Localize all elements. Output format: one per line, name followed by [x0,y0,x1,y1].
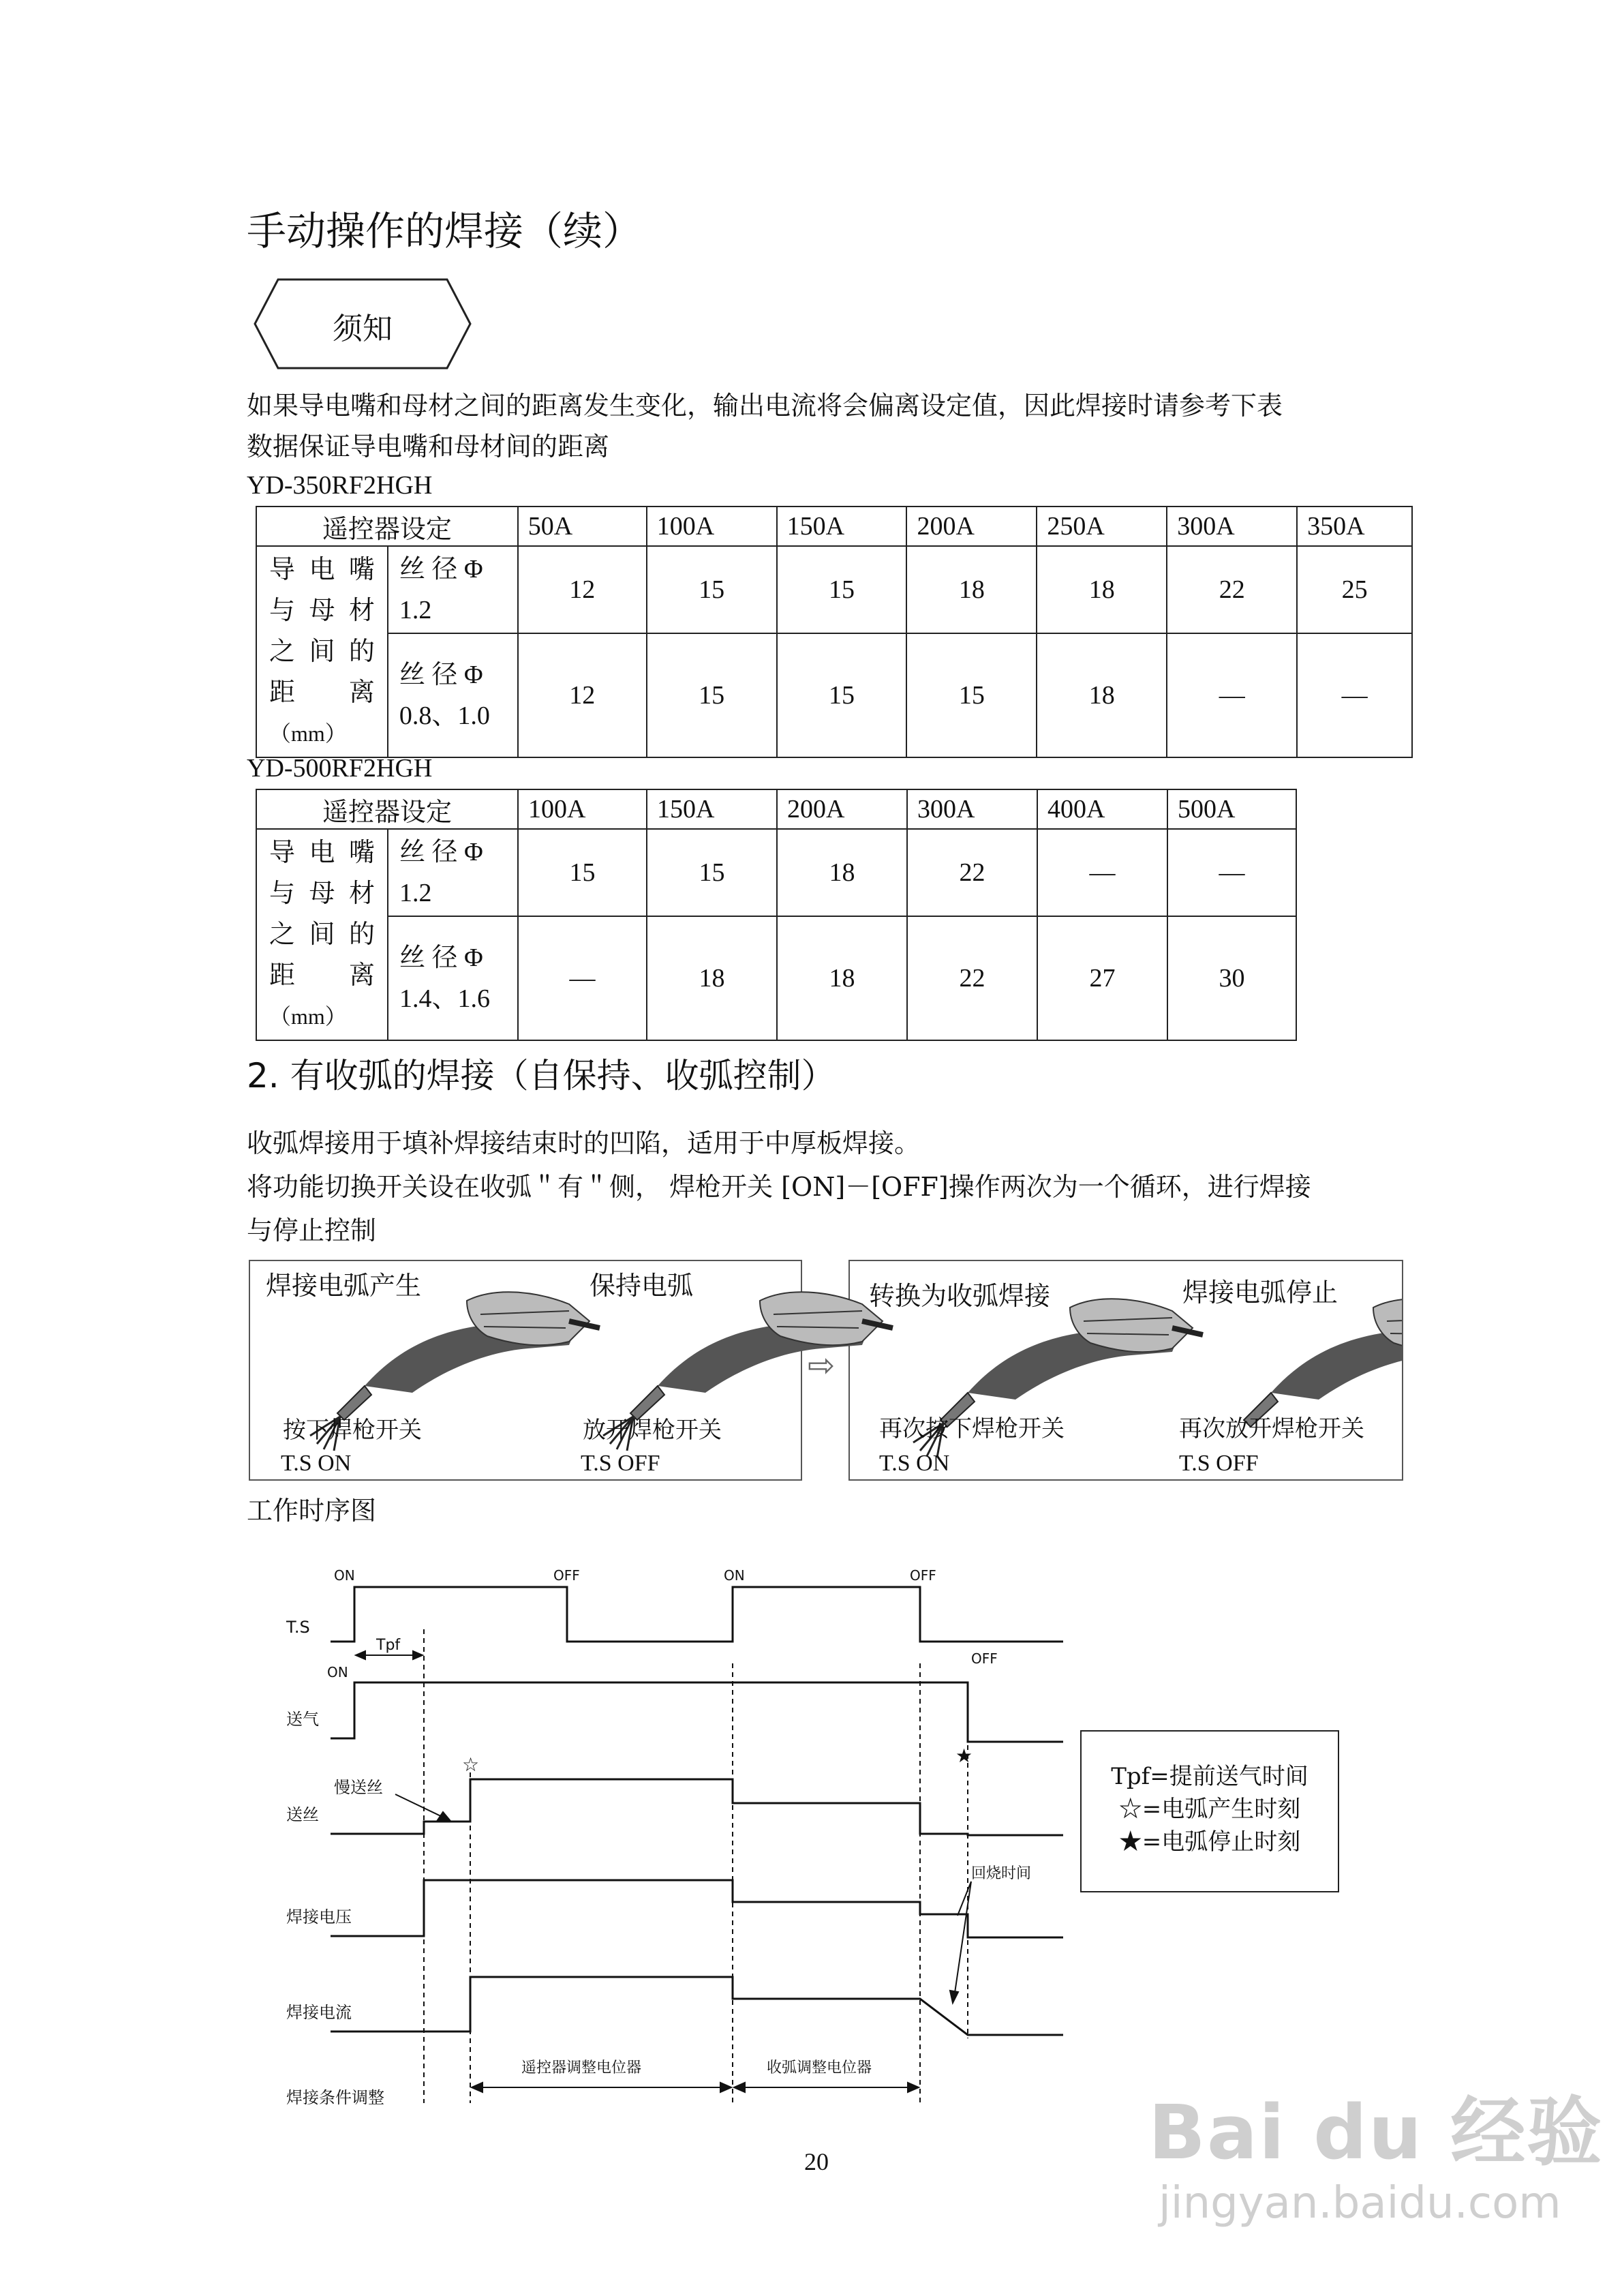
arc-stop-star-icon: ★ [955,1744,973,1767]
value-cell: 15 [777,633,907,757]
wire-text: 丝 径 Φ [399,660,483,689]
off-label: OFF [971,1650,998,1667]
current-cell: 350A [1297,507,1412,546]
intro-line: 数据保证导电嘴和母材间的距离 [247,432,610,462]
row-label-line: 与母材 [269,596,375,625]
page-title: 手动操作的焊接（续） [247,208,643,254]
value-cell: — [1167,829,1296,916]
section-title: 2. 有收弧的焊接（自保持、收弧控制） [247,1056,836,1096]
step-action: 再次放开焊枪开关 [1179,1417,1364,1442]
value-cell: 30 [1167,916,1296,1040]
row-label-line: （mm） [269,721,347,746]
slow-feed-label: 慢送丝 [334,1778,383,1797]
current-cell: 300A [1167,507,1297,546]
legend-item: ★=电弧停止时刻 [1118,1828,1301,1856]
on-label: ON [334,1567,355,1584]
value-cell: — [518,916,647,1040]
current-cell: 200A [906,507,1037,546]
value-cell: — [1297,633,1412,757]
row-label-line: 导电嘴 [269,556,375,584]
value-cell: — [1167,633,1297,757]
timing-title: 工作时序图 [247,1496,377,1526]
step-code: T.S ON [879,1451,950,1476]
signal-label: 焊接电流 [286,2003,352,2022]
wire-text: 丝 径 Φ [399,837,483,866]
current-cell: 150A [647,789,777,829]
current-line [331,1977,1063,2035]
arrow-right-icon: ⇨ [808,1346,836,1385]
row-label-line: 与母材 [269,879,375,908]
wire-text: 1.4、1.6 [399,984,491,1013]
ts-signal-line [331,1587,1063,1642]
step-code: T.S OFF [1179,1451,1259,1476]
current-cell: 300A [907,789,1037,829]
value-cell: 12 [518,633,647,757]
wire-text: 1.2 [399,595,432,624]
burnback-label: 回烧时间 [971,1865,1032,1882]
on-label: ON [724,1567,745,1584]
step-title: 保持电弧 [590,1271,694,1301]
off-label: OFF [910,1567,936,1584]
current-cell: 200A [777,789,907,829]
tpf-label: Tpf [376,1637,401,1654]
value-cell: 18 [1037,633,1167,757]
signal-label: 送气 [286,1710,319,1729]
row-label-line: 导电嘴 [269,839,375,867]
value-cell: 18 [906,546,1037,633]
value-cell: 22 [907,829,1037,916]
value-cell: 27 [1037,916,1167,1040]
value-cell: 18 [777,829,907,916]
signal-label: T.S [286,1618,310,1637]
wire-feed-line [331,1779,1063,1835]
wire-text: 丝 径 Φ [399,554,483,584]
range-label: 遥控器调整电位器 [521,2059,642,2076]
row-label-line: （mm） [269,1004,347,1029]
current-cell: 250A [1037,507,1167,546]
on-label: ON [327,1664,348,1680]
header-cell: 遥控器设定 [256,789,518,829]
value-cell: 15 [777,546,907,633]
step-code: T.S ON [281,1451,352,1476]
value-cell: 15 [906,633,1037,757]
watermark-url: jingyan.baidu.com [1159,2178,1561,2229]
current-cell: 100A [647,507,777,546]
value-cell: 15 [647,829,777,916]
header-cell: 遥控器设定 [256,507,518,546]
value-cell: 15 [518,829,647,916]
current-cell: 400A [1037,789,1167,829]
value-cell: 22 [907,916,1037,1040]
voltage-line [331,1880,1063,1937]
section-line: 与停止控制 [247,1215,377,1245]
value-cell: 15 [647,633,777,757]
value-cell: 25 [1297,546,1412,633]
model-label: YD-350RF2HGH [247,471,433,500]
row-label-line: 距 离 [269,678,375,707]
step-action: 再次按下焊枪开关 [879,1417,1065,1442]
gas-signal-line [331,1682,1063,1742]
legend-item: ☆=电弧产生时刻 [1118,1796,1301,1823]
value-cell: — [1037,829,1167,916]
wire-text: 丝 径 Φ [399,943,483,972]
current-cell: 500A [1167,789,1296,829]
wire-text: 0.8、1.0 [399,701,490,730]
intro-line: 如果导电嘴和母材之间的距离发生变化，输出电流将会偏离设定值，因此焊接时请参考下表 [247,391,1283,421]
step-title: 焊接电弧产生 [266,1271,422,1301]
value-cell: 18 [777,916,907,1040]
value-cell: 15 [647,546,777,633]
value-cell: 22 [1167,546,1297,633]
signal-label: 送丝 [286,1805,319,1824]
off-label: OFF [553,1567,580,1584]
row-label-line: 之间的 [269,920,375,949]
section-line: 将功能切换开关设在收弧＂有＂侧， 焊枪开关 [ON]－[OFF]操作两次为一个循环，进行焊接 [247,1172,1311,1202]
step-code: T.S OFF [581,1451,660,1476]
notice-label: 须知 [333,312,393,346]
signal-label: 焊接条件调整 [286,2088,384,2107]
step-action: 按下焊枪开关 [283,1418,422,1443]
current-cell: 100A [518,789,647,829]
value-cell: 18 [1037,546,1167,633]
value-cell: 18 [647,916,777,1040]
watermark-logo: Bai du 经验 [1148,2089,1604,2176]
wire-text: 1.2 [399,878,432,907]
signal-label: 焊接电压 [286,1907,352,1927]
current-cell: 150A [777,507,907,546]
section-line: 收弧焊接用于填补焊接结束时的凹陷，适用于中厚板焊接。 [247,1128,921,1158]
row-label-line: 距 离 [269,961,375,990]
page-number: 20 [804,2148,829,2175]
legend-item: Tpf=提前送气时间 [1111,1763,1309,1790]
step-title: 转换为收弧焊接 [869,1281,1051,1311]
timing-legend [1080,1730,1339,1892]
step-title: 焊接电弧停止 [1182,1278,1338,1308]
row-label-line: 之间的 [269,637,375,666]
value-cell: 12 [518,546,647,633]
current-cell: 50A [518,507,647,546]
arc-start-star-icon: ☆ [462,1753,480,1776]
range-label: 收弧调整电位器 [767,2059,872,2076]
model-label: YD-500RF2HGH [247,754,433,783]
step-action: 放开焊枪开关 [583,1418,722,1443]
